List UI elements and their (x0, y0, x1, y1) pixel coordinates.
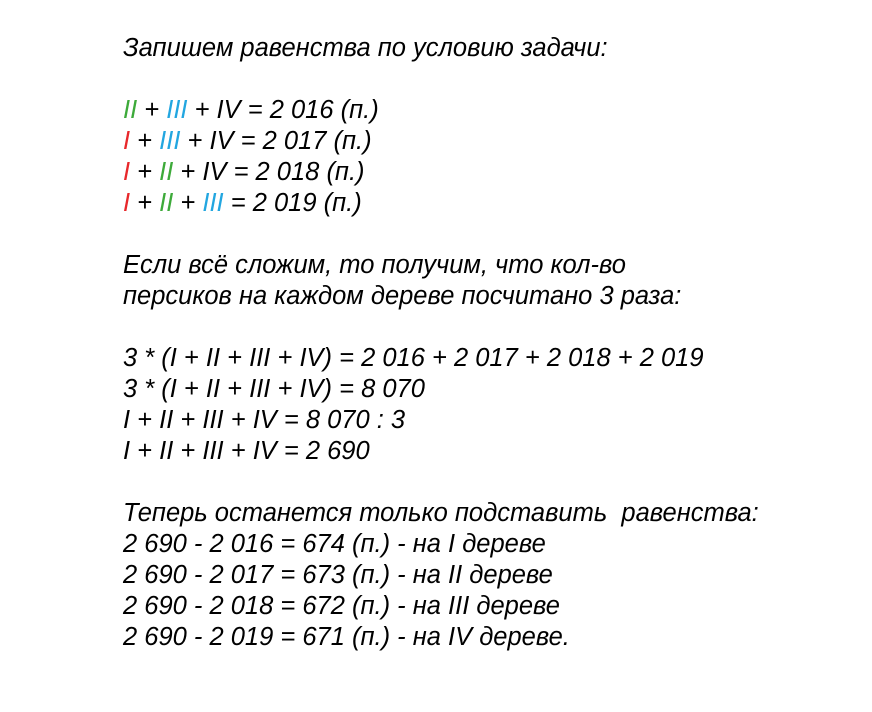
results-intro-line: Теперь останется только подставить равенства: (123, 499, 759, 527)
equation-term: III (159, 127, 181, 155)
solution-text (123, 33, 759, 653)
equation-term: I (123, 158, 131, 186)
equation-term: II (159, 189, 174, 217)
equation-term: + (137, 96, 167, 124)
result-line: 2 690 - 2 019 = 671 (п.) - на IV дереве. (123, 623, 570, 651)
spacer (123, 219, 759, 250)
intro-line: Запишем равенства по условию задачи: (123, 34, 608, 62)
equation-term: + IV = 2 017 (п.) (180, 127, 372, 155)
equation-term: + (130, 127, 160, 155)
equation-term: III (166, 96, 188, 124)
explanation-line: Если всё сложим, то получим, что кол-во (123, 251, 626, 279)
equation-line (123, 126, 759, 157)
spacer (123, 467, 759, 498)
equation-block (123, 95, 759, 219)
calculation-line: I + II + III + IV = 8 070 : 3 (123, 406, 406, 434)
equation-term: II (159, 158, 174, 186)
calculation-line: 3 * (I + II + III + IV) = 8 070 (123, 375, 425, 403)
equation-term: + (130, 189, 160, 217)
equation-term: I (123, 189, 131, 217)
spacer (123, 312, 759, 343)
equation-term: = 2 019 (п.) (223, 189, 362, 217)
equation-term: I (123, 127, 131, 155)
result-line: 2 690 - 2 016 = 674 (п.) - на I дереве (123, 530, 546, 558)
result-line: 2 690 - 2 018 = 672 (п.) - на III дереве (123, 592, 560, 620)
equation-line (123, 157, 759, 188)
equation-line (123, 188, 759, 219)
equation-term: + IV = 2 016 (п.) (187, 96, 379, 124)
equation-term: + IV = 2 018 (п.) (173, 158, 365, 186)
equation-term: + (173, 189, 203, 217)
explanation-line: персиков на каждом дереве посчитано 3 раза: (123, 282, 682, 310)
calculation-line: I + II + III + IV = 2 690 (123, 437, 370, 465)
equation-term: + (130, 158, 160, 186)
result-line: 2 690 - 2 017 = 673 (п.) - на II дереве (123, 561, 553, 589)
calculation-line: 3 * (I + II + III + IV) = 2 016 + 2 017 + 2 018 + 2 019 (123, 344, 704, 372)
equation-term: II (123, 96, 138, 124)
equation-line (123, 95, 759, 126)
spacer (123, 64, 759, 95)
equation-term: III (202, 189, 224, 217)
